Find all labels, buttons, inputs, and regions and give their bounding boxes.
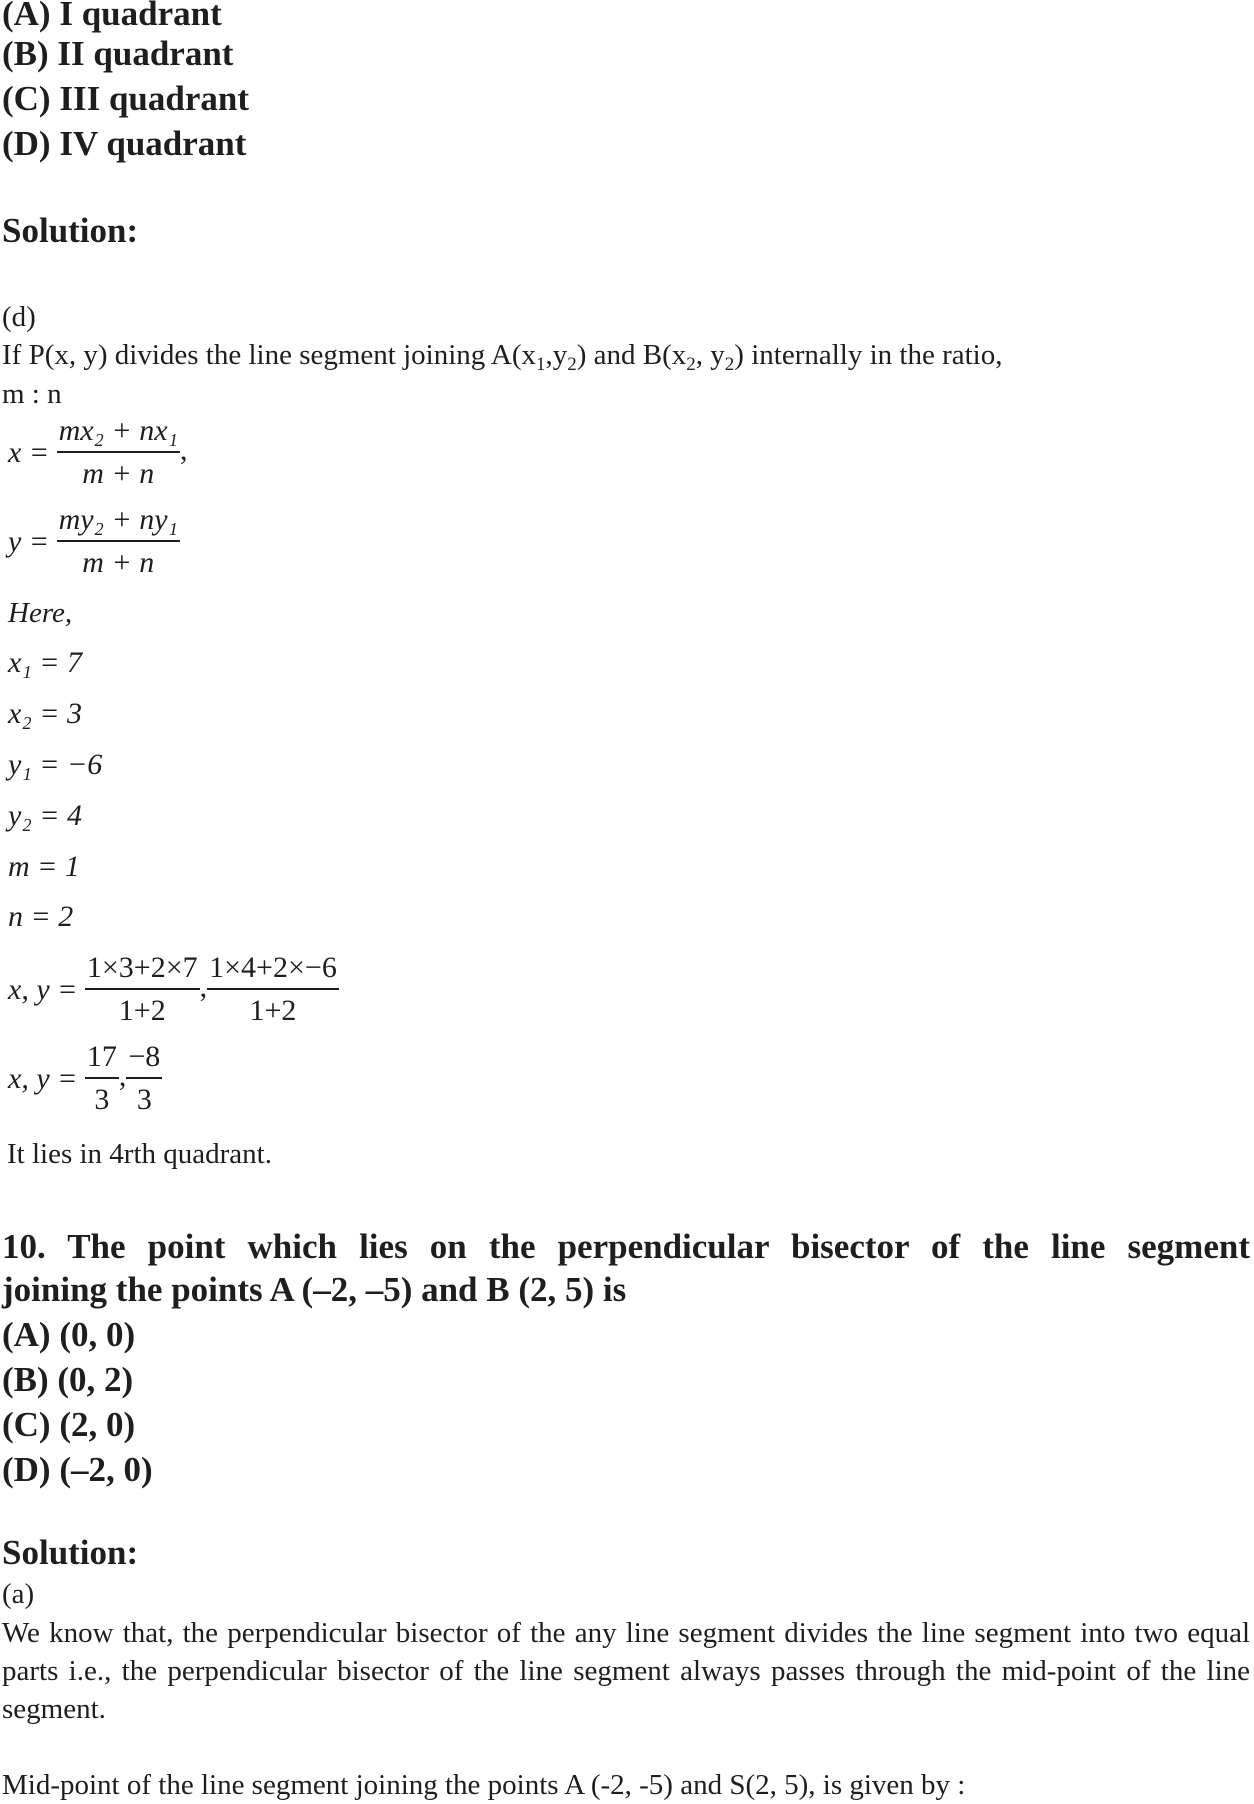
q9-option-b: (B) II quadrant — [2, 34, 234, 73]
sol9-intro-part: ) internally in the ratio, — [734, 339, 1003, 371]
given-y1: y₁ = −6 — [8, 748, 103, 781]
sol9-intro-part: ) and B(x — [576, 339, 687, 371]
q9-option-d: (D) IV quadrant — [2, 124, 247, 163]
q10-option-a: (A) (0, 0) — [2, 1315, 136, 1354]
calc-numerator-1: 1×3+2×7 — [85, 951, 200, 990]
calc-denominator-2: 1+2 — [249, 994, 297, 1027]
result-lhs: x, y = — [8, 1061, 78, 1095]
sol9-intro-part: ,y — [545, 339, 568, 371]
calc-lhs: x, y = — [8, 972, 78, 1006]
solution-heading-10: Solution: — [2, 1533, 139, 1572]
solution-heading-9: Solution: — [2, 211, 139, 250]
sol9-conclusion: It lies in 4rth quadrant. — [7, 1138, 272, 1170]
q10-question-line-2: joining the points A (–2, –5) and B (2, 5) is — [2, 1270, 627, 1309]
result-denominator-2: 3 — [136, 1083, 152, 1116]
given-y2: y₂ = 4 — [8, 799, 82, 832]
calc-row — [8, 951, 339, 1028]
subscript: 2 — [686, 354, 696, 375]
given-n: n = 2 — [8, 900, 74, 933]
formula-x-numerator: mx₂ + nx₁ — [57, 414, 180, 453]
given-x1: x₁ = 7 — [8, 646, 82, 679]
formula-x-comma: , — [179, 433, 188, 467]
formula-y — [8, 503, 180, 580]
result-denominator-1: 3 — [94, 1083, 110, 1116]
formula-y-numerator: my₂ + ny₁ — [57, 503, 180, 542]
formula-x — [8, 414, 187, 491]
sol9-ratio: m : n — [2, 378, 62, 410]
subscript: 2 — [567, 354, 577, 375]
result-numerator-2: −8 — [126, 1040, 162, 1079]
q9-option-a: (A) I quadrant — [2, 0, 222, 33]
sol10-answer: (a) — [2, 1578, 35, 1610]
here-label: Here, — [8, 597, 73, 629]
q10-option-c: (C) (2, 0) — [2, 1405, 136, 1444]
formula-y-denominator: m + n — [82, 546, 155, 579]
subscript: 1 — [536, 354, 546, 375]
calc-numerator-2: 1×4+2×−6 — [207, 951, 339, 990]
formula-y-lhs: y = — [8, 524, 50, 558]
calc-comma: , — [199, 970, 208, 1004]
result-fraction-1 — [85, 1040, 119, 1117]
calc-denominator-1: 1+2 — [118, 994, 166, 1027]
q10-question-line-1: 10. The point which lies on the perpendicular bisector of the line segment — [2, 1227, 1250, 1266]
result-row — [8, 1040, 162, 1117]
calc-fraction-1 — [85, 951, 200, 1028]
sol9-answer: (d) — [2, 301, 36, 333]
q9-option-c: (C) III quadrant — [2, 79, 249, 118]
sol10-paragraph: We know that, the perpendicular bisector of the any line segment divides the line segment into two equal parts i.e., the perpendicular bisector of the line segment always passes through the mid-point of the line segment. — [2, 1617, 1250, 1725]
sol9-intro-line — [2, 338, 1002, 382]
sol9-intro-part: , y — [695, 339, 725, 371]
q10-option-b: (B) (0, 2) — [2, 1360, 134, 1399]
formula-x-denominator: m + n — [82, 457, 155, 490]
formula-y-fraction — [57, 503, 180, 580]
given-x2: x₂ = 3 — [8, 697, 82, 730]
result-fraction-2 — [126, 1040, 162, 1117]
given-m: m = 1 — [8, 850, 80, 883]
result-comma: , — [118, 1059, 127, 1093]
q10-option-d: (D) (–2, 0) — [2, 1450, 153, 1489]
formula-x-fraction — [57, 414, 180, 491]
result-numerator-1: 17 — [85, 1040, 119, 1079]
calc-fraction-2 — [207, 951, 339, 1028]
sol9-intro-part: If P(x, y) divides the line segment joining A(x — [2, 339, 537, 371]
subscript: 2 — [724, 354, 735, 375]
formula-x-lhs: x = — [8, 435, 50, 469]
sol10-midpoint-line: Mid-point of the line segment joining the points A (-2, -5) and S(2, 5), is given by : — [2, 1769, 966, 1801]
